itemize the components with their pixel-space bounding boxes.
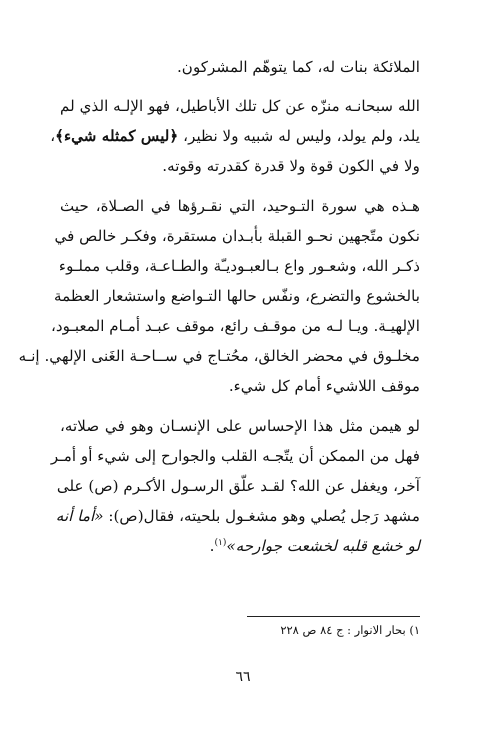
paragraph-line xyxy=(60,375,420,397)
paragraph-line xyxy=(53,285,420,307)
paragraph-line xyxy=(56,475,420,497)
page-number: ٦٦ xyxy=(235,669,251,685)
paragraph-line xyxy=(60,95,420,117)
text-span: ذكـر الله، وشعـور واع بـالعبـوديـّة والطـاعـة، وقلب مملـوء xyxy=(58,257,420,275)
text-span: هـذه هي سورة التـوحيد، التي نقـرؤها في الصـلاة، حيث xyxy=(60,197,420,215)
footnote-marker[interactable]: (١) xyxy=(214,537,227,548)
paragraph-line xyxy=(50,445,420,467)
paragraph-line xyxy=(60,195,420,217)
text-span: يلد، ولم يولد، وليس له شبيه ولا نظير، xyxy=(178,127,420,145)
paragraph-line xyxy=(54,225,420,247)
text-span: ، xyxy=(50,127,56,145)
text-span: موقف اللاشيء أمام كل شيء. xyxy=(228,377,420,395)
text-span: الملائكة بنات له، كما يتوهّم المشركون. xyxy=(176,58,420,76)
text-span: آخر، ويغفل عن الله؟ لقـد علّق الرسـول الأكـرم (ص) على xyxy=(56,477,420,495)
text-span: لو هيمن مثل هذا الإحساس على الإنسـان وهو في صلاته، xyxy=(60,417,420,435)
footnote-divider xyxy=(247,616,420,617)
paragraph-line xyxy=(55,505,420,527)
paragraph-line xyxy=(60,56,420,78)
text-span: . xyxy=(209,537,215,555)
paragraph-line xyxy=(50,125,420,147)
hadith-quote: «أما أنه xyxy=(55,507,104,525)
hadith-quote: لو خشع قلبه لخشعت جوارحه» xyxy=(226,537,420,555)
text-span: فهل من الممكن أن يتّجـه القلب والجوارح إلى شيء أو أمـر xyxy=(50,447,420,465)
text-span: مخلـوق في محضر الخالق، محُتـاج في ســاحـة الغَنى الإلهي. إنـه xyxy=(18,347,420,365)
text-span: الله سبحانـه منزّه عن كل تلك الأباطيل، فهو الإلـه الذي لم xyxy=(60,97,420,115)
text-span: بالخشوع والتضرع، ونفّس حالها التـواضع واستشعار العظمة xyxy=(53,287,420,305)
text-span: نكون متّجهين نحـو القبلة بأبـدان مستقرة، وفكـر خالص في xyxy=(54,227,420,245)
paragraph-line xyxy=(50,315,420,337)
paragraph-line xyxy=(60,255,420,277)
paragraph-line xyxy=(60,155,420,177)
footnote: ١) بحار الانوار : ج ٨٤ ص ٢٢٨ xyxy=(280,623,420,637)
quran-quote: ﴿ليس كمثله شيء﴾ xyxy=(55,127,179,145)
paragraph-line xyxy=(60,415,420,437)
paragraph-line xyxy=(60,535,420,557)
paragraph-line xyxy=(18,345,420,367)
text-span: ولا في الكون قوة ولا قدرة كقدرته وقوته. xyxy=(162,157,420,175)
text-span: مشهد رَجل يُصلي وهو مشغـول بلحيته، فقال(ص): xyxy=(103,507,420,525)
text-span: الإلهيـة. ويـا لـه من موقـف رائع، موقف عبـد أمـام المعبـود، xyxy=(50,317,420,335)
